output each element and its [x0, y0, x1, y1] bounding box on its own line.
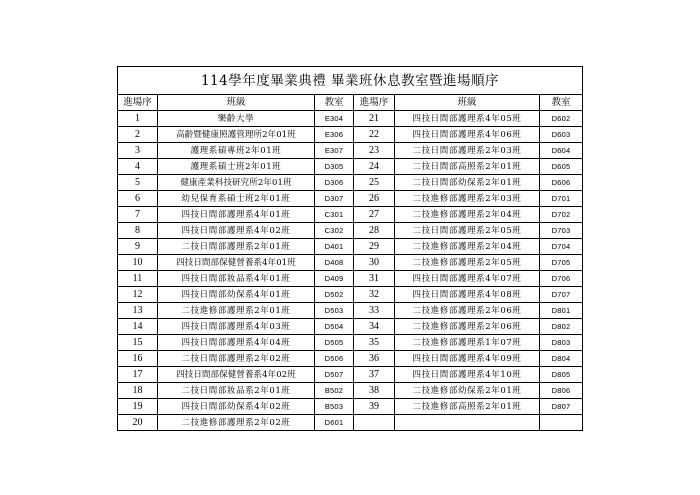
order-cell: 35: [354, 335, 395, 351]
room-cell: D801: [540, 303, 583, 319]
table-row: [118, 415, 583, 431]
class-cell: 高齡暨健康照護管理所2年01班: [158, 127, 315, 143]
room-cell: D502: [315, 287, 354, 303]
order-cell: 18: [118, 383, 158, 399]
table-row: [118, 207, 583, 223]
room-cell: D803: [540, 335, 583, 351]
room-cell: D804: [540, 351, 583, 367]
class-cell: 二技進修部幼保系2年01班: [395, 383, 540, 399]
order-cell: 4: [118, 159, 158, 175]
class-cell: 二技進修部高照系2年01班: [395, 399, 540, 415]
table-row: [118, 223, 583, 239]
entrance-order-table: [117, 66, 583, 431]
header-room-left: 教室: [315, 95, 354, 111]
class-cell: 幼兒保育系碩士班2年01班: [158, 191, 315, 207]
class-cell: 二技日間部護理系2年01班: [158, 239, 315, 255]
table-row: [118, 143, 583, 159]
room-cell: D307: [315, 191, 354, 207]
room-cell: D605: [540, 159, 583, 175]
class-cell: 四技日間部護理系4年07班: [395, 271, 540, 287]
class-cell: 四技日間部妝品系4年01班: [158, 271, 315, 287]
room-cell: D401: [315, 239, 354, 255]
room-cell: B503: [315, 399, 354, 415]
class-cell: [395, 415, 540, 431]
header-row: [118, 95, 583, 111]
class-cell: 二技進修部護理系1年07班: [395, 335, 540, 351]
class-cell: 二技進修部護理系2年01班: [158, 303, 315, 319]
order-cell: 28: [354, 223, 395, 239]
room-cell: D603: [540, 127, 583, 143]
table-row: [118, 127, 583, 143]
room-cell: D602: [540, 111, 583, 127]
table-row: [118, 175, 583, 191]
order-cell: 6: [118, 191, 158, 207]
class-cell: 二技進修部護理系2年04班: [395, 239, 540, 255]
class-cell: 二技日間部高照系2年01班: [395, 159, 540, 175]
header-class-right: 班級: [395, 95, 540, 111]
table-row: [118, 367, 583, 383]
order-cell: 27: [354, 207, 395, 223]
class-cell: 二技進修部護理系2年03班: [395, 191, 540, 207]
order-cell: 24: [354, 159, 395, 175]
room-cell: D701: [540, 191, 583, 207]
class-cell: 四技日間部護理系4年09班: [395, 351, 540, 367]
order-cell: 15: [118, 335, 158, 351]
table-row: [118, 255, 583, 271]
order-cell: 17: [118, 367, 158, 383]
class-cell: 四技日間部護理系4年05班: [395, 111, 540, 127]
table-row: [118, 351, 583, 367]
order-cell: 37: [354, 367, 395, 383]
room-cell: D306: [315, 175, 354, 191]
room-cell: D505: [315, 335, 354, 351]
header-order-right: 進場序: [354, 95, 395, 111]
table-row: [118, 271, 583, 287]
order-cell: 16: [118, 351, 158, 367]
order-cell: 7: [118, 207, 158, 223]
class-cell: 二技日間部護理系2年02班: [158, 351, 315, 367]
order-cell: 29: [354, 239, 395, 255]
order-cell: 12: [118, 287, 158, 303]
order-cell: 1: [118, 111, 158, 127]
class-cell: 健康產業科技研究所2年01班: [158, 175, 315, 191]
class-cell: 四技日間部幼保系4年02班: [158, 399, 315, 415]
room-cell: B502: [315, 383, 354, 399]
order-cell: 34: [354, 319, 395, 335]
class-cell: 四技日間部護理系4年06班: [395, 127, 540, 143]
order-cell: 26: [354, 191, 395, 207]
order-cell: 14: [118, 319, 158, 335]
order-cell: 19: [118, 399, 158, 415]
class-cell: 四技日間部護理系4年04班: [158, 335, 315, 351]
room-cell: E304: [315, 111, 354, 127]
table-row: [118, 383, 583, 399]
order-cell: 39: [354, 399, 395, 415]
room-cell: D806: [540, 383, 583, 399]
table-row: [118, 319, 583, 335]
order-cell: 10: [118, 255, 158, 271]
room-cell: D703: [540, 223, 583, 239]
order-cell: 32: [354, 287, 395, 303]
room-cell: D805: [540, 367, 583, 383]
class-cell: 四技日間部護理系4年03班: [158, 319, 315, 335]
order-cell: 2: [118, 127, 158, 143]
header-order-left: 進場序: [118, 95, 158, 111]
order-cell: 11: [118, 271, 158, 287]
table-row: [118, 159, 583, 175]
class-cell: 四技日間部護理系4年01班: [158, 207, 315, 223]
order-cell: 8: [118, 223, 158, 239]
room-cell: D507: [315, 367, 354, 383]
class-cell: 四技日間部護理系4年10班: [395, 367, 540, 383]
room-cell: E307: [315, 143, 354, 159]
order-cell: 33: [354, 303, 395, 319]
room-cell: [540, 415, 583, 431]
order-cell: 3: [118, 143, 158, 159]
class-cell: 四技日間部保健營養系4年02班: [158, 367, 315, 383]
table-row: [118, 303, 583, 319]
class-cell: 樂齡大學: [158, 111, 315, 127]
order-cell: 25: [354, 175, 395, 191]
room-cell: D706: [540, 271, 583, 287]
order-cell: 9: [118, 239, 158, 255]
class-cell: 護理系碩專班2年01班: [158, 143, 315, 159]
class-cell: 二技進修部護理系2年02班: [158, 415, 315, 431]
class-cell: 四技日間部幼保系4年01班: [158, 287, 315, 303]
class-cell: 四技日間部護理系4年08班: [395, 287, 540, 303]
order-cell: 30: [354, 255, 395, 271]
room-cell: D305: [315, 159, 354, 175]
order-cell: 5: [118, 175, 158, 191]
room-cell: D705: [540, 255, 583, 271]
room-cell: D504: [315, 319, 354, 335]
table-body: [118, 111, 583, 431]
table-row: [118, 287, 583, 303]
room-cell: D807: [540, 399, 583, 415]
order-cell: 13: [118, 303, 158, 319]
class-cell: 四技日間部護理系4年02班: [158, 223, 315, 239]
header-class-left: 班級: [158, 95, 315, 111]
order-cell: 21: [354, 111, 395, 127]
class-cell: 二技日間部護理系2年05班: [395, 223, 540, 239]
room-cell: D506: [315, 351, 354, 367]
class-cell: 二技日間部妝品系2年01班: [158, 383, 315, 399]
room-cell: C302: [315, 223, 354, 239]
room-cell: D503: [315, 303, 354, 319]
class-cell: 二技日間部護理系2年03班: [395, 143, 540, 159]
table-row: [118, 191, 583, 207]
table-row: [118, 239, 583, 255]
room-cell: D408: [315, 255, 354, 271]
room-cell: D802: [540, 319, 583, 335]
room-cell: D604: [540, 143, 583, 159]
room-cell: D704: [540, 239, 583, 255]
order-cell: 20: [118, 415, 158, 431]
class-cell: 四技日間部保健營養系4年01班: [158, 255, 315, 271]
order-cell: 36: [354, 351, 395, 367]
room-cell: D409: [315, 271, 354, 287]
room-cell: D606: [540, 175, 583, 191]
order-cell: 38: [354, 383, 395, 399]
order-cell: 23: [354, 143, 395, 159]
room-cell: C301: [315, 207, 354, 223]
table-row: [118, 335, 583, 351]
class-cell: 護理系碩士班2年01班: [158, 159, 315, 175]
class-cell: 二技進修部護理系2年06班: [395, 319, 540, 335]
class-cell: 二技進修部護理系2年06班: [395, 303, 540, 319]
room-cell: D601: [315, 415, 354, 431]
order-cell: [354, 415, 395, 431]
class-cell: 二技進修部護理系2年05班: [395, 255, 540, 271]
table-row: [118, 111, 583, 127]
document-title: 114學年度畢業典禮 畢業班休息教室暨進場順序: [118, 67, 583, 95]
table-row: [118, 399, 583, 415]
order-cell: 31: [354, 271, 395, 287]
room-cell: D707: [540, 287, 583, 303]
class-cell: 二技進修部護理系2年04班: [395, 207, 540, 223]
header-room-right: 教室: [540, 95, 583, 111]
room-cell: D702: [540, 207, 583, 223]
order-cell: 22: [354, 127, 395, 143]
class-cell: 二技日間部幼保系2年01班: [395, 175, 540, 191]
room-cell: E306: [315, 127, 354, 143]
